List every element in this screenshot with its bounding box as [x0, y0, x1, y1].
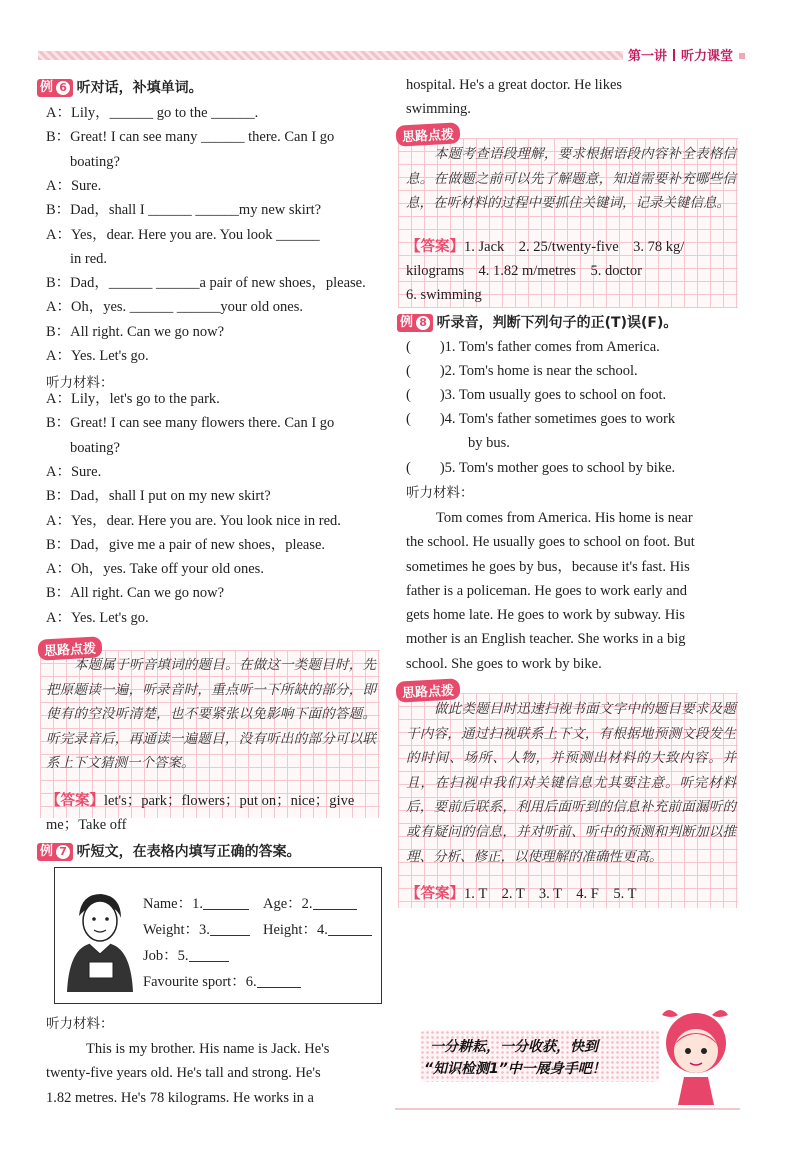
ex6-title: 听对话，补填单词。 — [76, 80, 203, 96]
name-field: Name：1. — [143, 894, 249, 914]
speaker-label: A： — [46, 177, 71, 194]
dialog-text: Oh，yes. Take off your old ones. — [70, 561, 264, 578]
dialog-line — [46, 486, 271, 506]
speaker-label: A： — [46, 226, 71, 243]
dialog-line — [46, 608, 149, 628]
ex8-tip-badge: 思路点拨 — [395, 678, 460, 702]
ex7-title: 听短文，在表格内填写正确的答案。 — [76, 844, 301, 860]
dialog-line — [46, 511, 341, 531]
dialog-text: Dad，give me a pair of new shoes，please. — [70, 536, 326, 553]
dialog-line — [46, 297, 303, 317]
dialog-text: All right. Can we go now? — [70, 323, 225, 340]
encouragement-line1: 一分耕耘，一分收获，快到 — [430, 1039, 598, 1055]
dialog-line — [70, 152, 120, 172]
ex7-badge: 例 7 — [37, 843, 73, 861]
speaker-label: B： — [46, 323, 71, 340]
weight-field: Weight：3. — [143, 920, 250, 940]
ex7-heading — [37, 842, 301, 862]
ex8-heading — [397, 313, 677, 333]
dialog-text: Yes，dear. Here you are. You look nice in red. — [70, 512, 341, 529]
ex8-item-1: ( )1. Tom's father comes from America. — [406, 339, 660, 355]
speaker-label: B： — [46, 202, 71, 219]
dialog-line — [46, 535, 325, 555]
section-label: 听力课堂 — [681, 49, 734, 64]
dialog-text: Dad，shall I ______ ______my new skirt? — [70, 202, 322, 219]
height-field: Height：4. — [263, 920, 372, 940]
ex8-item-4-cont: by bus. — [468, 435, 510, 451]
speaker-label: A： — [46, 561, 71, 578]
ex8-item-5: ( )5. Tom's mother goes to school by bike. — [406, 460, 676, 476]
dialog-line — [46, 273, 366, 293]
encouragement-line2: “知识检测1”中一展身手吧！ — [424, 1061, 606, 1077]
ex6-answer-label: 【答案】 — [46, 793, 104, 809]
ex6-answer-line2: me；Take off — [46, 817, 127, 833]
speaker-label: A： — [46, 391, 71, 407]
dialog-text: Yes. Let's go. — [70, 348, 149, 364]
speaker-label: B： — [46, 536, 71, 553]
dialog-text: in red. — [70, 250, 108, 267]
ex7-answer-line1: 【答案】1. Jack 2. 25/twenty-five 3. 78 kg/ — [406, 239, 685, 255]
footer-line — [395, 1108, 740, 1110]
dialog-text: Lily，let's go to the park. — [70, 391, 220, 407]
speaker-label: A： — [46, 105, 71, 121]
dialog-line — [46, 103, 258, 123]
ex7-answer-label: 【答案】 — [406, 239, 464, 255]
ex6-answer-line1: 【答案】let's；park；flowers；put on；nice；give — [46, 793, 355, 809]
ex6-tip-text: 本题属于听音填词的题目。在做这一类题目时，先把原题读一遍，听录音时，重点听一下所缺的部分，即使有的空没听清楚，也不要紧张以免影响下面的答题。听完录音后，再通读一遍题目，没有听出的部分可以联系上下文猜测一个答案。 — [46, 657, 376, 772]
lecture-label: 第一讲 — [628, 49, 668, 64]
dialog-text: boating? — [70, 153, 120, 170]
speaker-label: A： — [46, 348, 71, 364]
ex6-heading — [37, 78, 203, 98]
speaker-label: B： — [46, 585, 71, 602]
speaker-label: A： — [46, 512, 71, 529]
speaker-label: A： — [46, 463, 71, 480]
dialog-text: Dad，______ ______a pair of new shoes，please. — [70, 275, 366, 292]
speaker-label: B： — [46, 488, 71, 505]
speaker-label: A： — [46, 609, 71, 626]
speaker-label: B： — [46, 275, 71, 292]
dialog-line — [46, 462, 101, 482]
ex8-material-label: 听力材料： — [406, 485, 474, 501]
ex6-badge: 例 6 — [37, 79, 73, 97]
dialog-text: Great! I can see many ______ there. Can I go — [70, 129, 335, 146]
ex7-answer-line2: kilograms 4. 1.82 m/metres 5. doctor — [406, 263, 642, 279]
ex8-tip-text: 做此类题目时迅速扫视书面文字中的题目要求及题干内容，通过扫视联系上下文，有根据地预测文段发生的时间、场所、人物，并预测出材料的大致内容。并且，在扫视中我们对关键信息尤其要注意。听完材料后，要前后联系，利用后面听到的信息补充前面漏听的或有疑问的信息，并对听前、听中的预测和判断加以推理、分析、修正，以使理解的准确性更高。 — [406, 701, 736, 865]
dialog-text: Sure. — [70, 177, 102, 194]
ex8-title: 听录音，判断下列句子的正(T)误(F)。 — [436, 315, 678, 331]
dialog-line — [46, 559, 264, 579]
dialog-line — [46, 225, 320, 245]
header-stripe — [38, 51, 623, 60]
girl-cartoon-icon — [648, 1005, 743, 1105]
boy-portrait-icon — [59, 888, 139, 992]
ex7-material-label: 听力材料： — [46, 1016, 114, 1032]
dialog-text: Dad，shall I put on my new skirt? — [70, 488, 271, 505]
speaker-label: B： — [46, 129, 71, 146]
dialog-line — [70, 438, 120, 458]
ex8-badge: 例 8 — [397, 314, 433, 332]
speaker-label: A： — [46, 299, 71, 316]
dialog-line — [46, 200, 321, 220]
dialog-line — [46, 322, 224, 342]
ex7-answer-line3: 6. swimming — [406, 287, 482, 303]
ex8-answer-label: 【答案】 — [406, 886, 464, 902]
ex6-tip-badge: 思路点拨 — [37, 636, 102, 660]
ex7-material-left: This is my brother. His name is Jack. He's twenty-five years old. He's tall and strong. He's 1.82 metres. He's 78 kilograms. He works in a — [46, 1041, 330, 1106]
ex8-material: Tom comes from America. His home is near the school. He usually goes to school on foot. But sometimes he goes by bus，because it's fast. His father is a policeman. He goes to work early and gets home late. He goes to work by subway. His mother is an English teacher. She works in a big school. She goes to work by bike. — [406, 510, 695, 672]
dialog-line — [70, 249, 107, 269]
ex7-tip-badge: 思路点拨 — [395, 122, 460, 146]
dialog-text: Lily，______ go to the ______. — [70, 105, 259, 121]
ex6-material-label: 听力材料： — [46, 375, 114, 391]
dialog-line — [46, 176, 101, 196]
dialog-text: Sure. — [70, 463, 102, 480]
ex8-answer: 【答案】1. T 2. T 3. T 4. F 5. T — [406, 886, 637, 902]
ex7-info-table — [54, 867, 382, 1004]
job-field: Job：5. — [143, 946, 229, 966]
dialog-text: Yes，dear. Here you are. You look ______ — [70, 226, 320, 243]
dialog-text: Oh，yes. ______ ______your old ones. — [70, 299, 303, 316]
dialog-line — [46, 413, 334, 433]
dialog-line — [46, 346, 149, 366]
dialog-line — [46, 389, 220, 409]
ex7-tip-text: 本题考查语段理解，要求根据语段内容补全表格信息。在做题之前可以先了解题意，知道需要补充哪些信息，在听材料的过程中要抓住关键词，记录关键信息。 — [406, 146, 736, 212]
dialog-line — [46, 127, 334, 147]
dialog-text: Yes. Let's go. — [70, 609, 149, 626]
ex8-item-2: ( )2. Tom's home is near the school. — [406, 363, 638, 379]
dialog-text: Great! I can see many flowers there. Can I go — [70, 415, 335, 432]
speaker-label: B： — [46, 415, 71, 432]
ex7-material-right: hospital. He's a great doctor. He likes swimming. — [406, 77, 623, 118]
page-header — [628, 45, 745, 64]
dialog-line — [46, 583, 224, 603]
age-field: Age：2. — [263, 894, 357, 914]
dialog-text: boating? — [70, 439, 120, 456]
ex8-item-3: ( )3. Tom usually goes to school on foot. — [406, 387, 667, 403]
dialog-text: All right. Can we go now? — [70, 585, 225, 602]
sport-field: Favourite sport：6. — [143, 972, 301, 992]
ex8-item-4: ( )4. Tom's father sometimes goes to work — [406, 411, 676, 427]
